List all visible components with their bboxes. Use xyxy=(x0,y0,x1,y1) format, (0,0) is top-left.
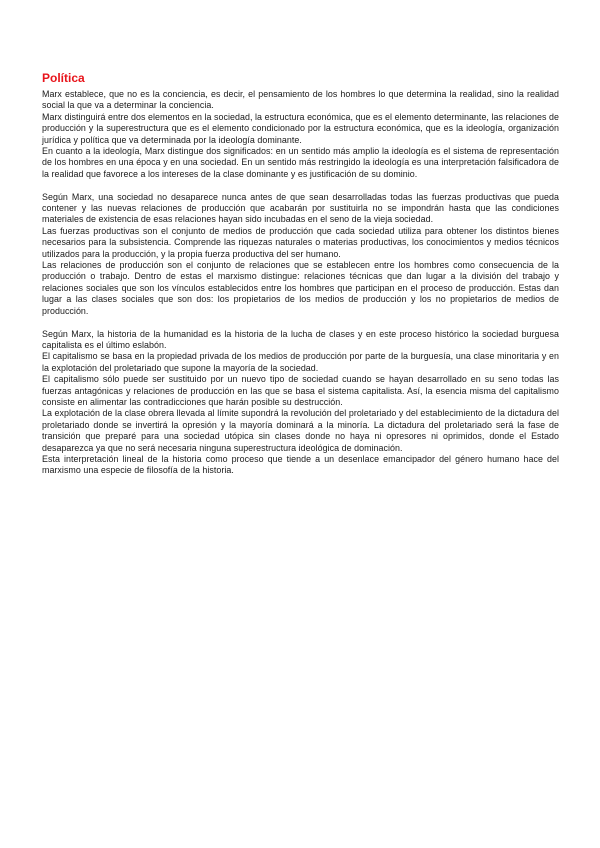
paragraph: En cuanto a la ideología, Marx distingue dos significados: en un sentido más amplio la ideología es el sistema de representación de los hombres en una época y en una sociedad. En un sentido más restringido la ideología es una interpretación falsificadora de la realidad que favorece a los intereses de la clase dominante y es justificación de su dominio. xyxy=(42,146,559,179)
paragraph: El capitalismo sólo puede ser sustituido por un nuevo tipo de sociedad cuando se hayan desarrollado en su seno todas las fuerzas antagónicas y relaciones de producción en las que se basa el sistema capitalista. Así, la esencia misma del capitalismo consiste en alimentar las contradicciones que harán posible su destrucción. xyxy=(42,374,559,407)
document-body xyxy=(42,89,559,477)
paragraph: Las fuerzas productivas son el conjunto de medios de producción que cada sociedad utiliza para obtener los distintos bienes necesarios para la subsistencia. Comprende las riquezas naturales o materias productivas, los conocimientos y medios técnicos utilizados para la producción, y la propia fuerza productiva del ser humano. xyxy=(42,225,559,259)
paragraph-spacer xyxy=(42,180,559,191)
paragraph: El capitalismo se basa en la propiedad privada de los medios de producción por parte de la burguesía, una clase minoritaria y en la explotación del proletariado que supone la mayoría de la sociedad. xyxy=(42,351,559,373)
paragraph: Las relaciones de producción son el conjunto de relaciones que se establecen entre los hombres como consecuencia de la producción o trabajo. Dentro de estas el marxismo distingue: relaciones técnicas que dan lugar a la división del trabajo y relaciones sociales que son los vínculos establecidos entre los hombres que participan en el proceso de producción. Estas dan lugar a las clases sociales que son dos: los propietarios de los medios de producción y los no propietarios de medios de producción. xyxy=(42,260,559,316)
paragraph: Según Marx, la historia de la humanidad es la historia de la lucha de clases y en este proceso histórico la sociedad burguesa capitalista es el último eslabón. xyxy=(42,328,559,350)
paragraph: Marx distinguirá entre dos elementos en la sociedad, la estructura económica, que es el elemento determinante, las relaciones de producción y la superestructura que es el elemento condicionado por la estructura económica, que es la ideología, organización jurídica y política que va determinada por la ideología dominante. xyxy=(42,111,559,145)
section-title: Política xyxy=(42,71,85,85)
paragraph: Esta interpretación lineal de la historia como proceso que tiende a un desenlace emancipador del género humano hace del marxismo una especie de filosofía de la historia. xyxy=(42,453,559,476)
paragraph: Marx establece, que no es la conciencia, es decir, el pensamiento de los hombres lo que determina la realidad, sino la realidad social la que va a determinar la conciencia. xyxy=(42,89,559,111)
paragraph: La explotación de la clase obrera llevada al límite supondrá la revolución del proletariado y del establecimiento de la dictadura del proletariado donde se invertirá la opresión y la mayoría dominará a la minoría. La dictadura del proletariado será la fase de transición que preparé para una sociedad utópica sin clases donde no haya ni opresores ni oprimidos, donde el Estado desaparezca ya que no será necesaria ninguna superestructura ideológica de dominación. xyxy=(42,408,559,453)
document-page xyxy=(42,70,559,477)
paragraph-spacer xyxy=(42,317,559,328)
paragraph: Según Marx, una sociedad no desaparece nunca antes de que sean desarrolladas todas las fuerzas productivas que pueda contener y las nuevas relaciones de producción que acabarán por sustituirla no se impondrán hasta que las condiciones materiales de existencia de esas relaciones hayan sido incubadas en el seno de la vieja sociedad. xyxy=(42,191,559,225)
